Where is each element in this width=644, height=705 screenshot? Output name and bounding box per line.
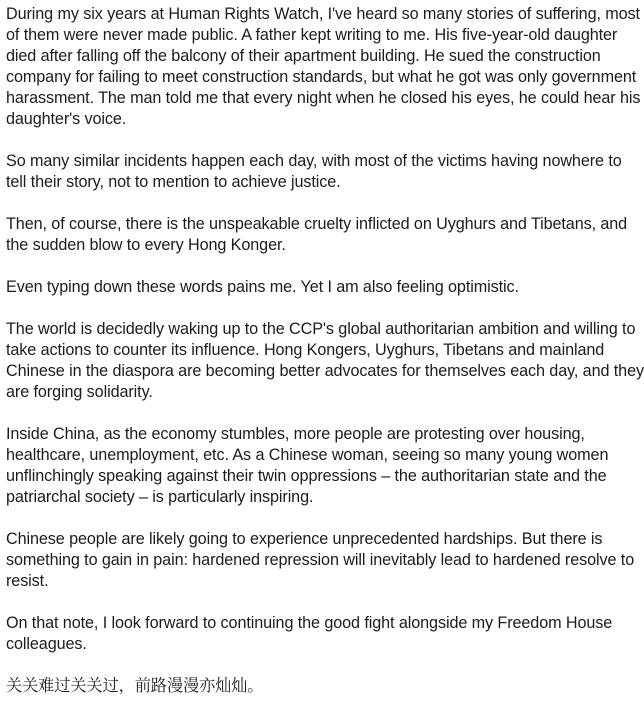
paragraph-world-waking-up: The world is decidedly waking up to the CCP's global authoritarian ambition and willing to take actions to counter its influence. Hong Kongers, Uyghurs, Tibetans and mainland Chinese in the diaspora are becoming better advocates for themselves each day, and they are forging solidarity. xyxy=(6,320,644,401)
paragraph-optimistic: Even typing down these words pains me. Yet I am also feeling optimistic. xyxy=(6,278,519,296)
paragraph-uyghurs-tibetans: Then, of course, there is the unspeakable cruelty inflicted on Uyghurs and Tibetans, and the sudden blow to every Hong Konger. xyxy=(6,215,628,254)
paragraph-freedom-house: On that note, I look forward to continuing the good fight alongside my Freedom House colleagues. xyxy=(6,614,613,653)
paragraph-hardships: Chinese people are likely going to experience unprecedented hardships. But there is something to gain in pain: hardened repression will inevitably lead to hardened resolve to resist. xyxy=(6,530,635,590)
paragraph-chinese-saying: 关关难过关关过，前路漫漫亦灿灿。 xyxy=(6,677,264,695)
paragraph-similar-incidents: So many similar incidents happen each day, with most of the victims having nowhere to tell their story, not to mention to achieve justice. xyxy=(6,152,622,191)
paragraph-inside-china: Inside China, as the economy stumbles, more people are protesting over housing, healthcare, unemployment, etc. As a Chinese woman, seeing so many young women unflinchingly speaking against their twin oppressions – the authoritarian state and the patriarchal society – is particularly inspiring. xyxy=(6,425,609,506)
paragraph-human-rights-watch: During my six years at Human Rights Watch, I've heard so many stories of suffering, most of them were never made public. A father kept writing to me. His five-year-old daughter died after falling off the balcony of their apartment building. He sued the construction company for failing to meet construction standards, but what he got was only government harassment. The man told me that every night when he closed his eyes, he could hear his daughter's voice. xyxy=(6,5,641,128)
